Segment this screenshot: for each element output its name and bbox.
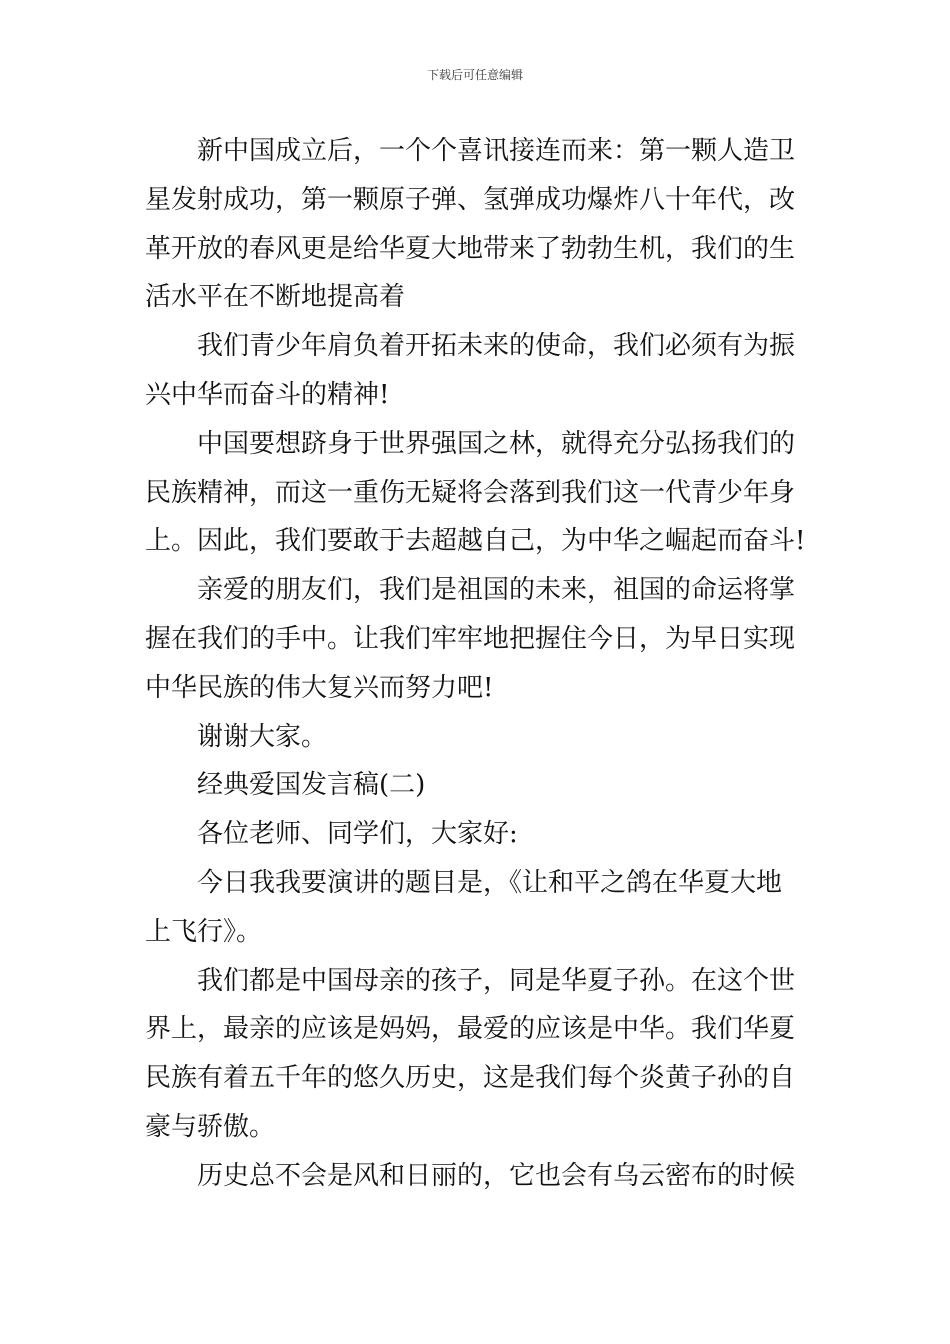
paragraph-line: 界上，最亲的应该是妈妈，最爱的应该是中华。我们华夏 [145,1014,796,1045]
paragraph-line: 中华民族的伟大复兴而努力吧! [145,672,494,703]
section-title [145,761,807,810]
paragraph-line: 民族有着五千年的悠久历史，这是我们每个炎黄子孙的自 [145,1063,796,1094]
paragraph-4 [145,566,807,712]
paragraph-10 [145,1152,807,1201]
paragraph-line: 星发射成功，第一颗原子弹、氢弹成功爆炸八十年代，改 [145,184,796,215]
document-body [145,127,807,1201]
paragraph-line: 上。因此，我们要敢于去超越自己，为中华之崛起而奋斗! [145,526,806,557]
paragraph-line: 活水平在不断地提高着 [145,282,406,313]
paragraph-5 [145,713,807,762]
paragraph-line: 经典爱国发言稿(二) [197,770,426,801]
paragraph-line: 豪与骄傲。 [145,1111,276,1142]
paragraph-line: 历史总不会是风和日丽的，它也会有乌云密布的时候 [197,1160,796,1191]
paragraph-line: 新中国成立后，一个个喜讯接连而来：第一颗人造卫 [197,136,796,166]
paragraph-line: 亲爱的朋友们，我们是祖国的未来，祖国的命运将掌 [197,575,796,606]
greeting [145,810,807,859]
paragraph-8 [145,859,807,957]
paragraph-line: 中国要想跻身于世界强国之林，就得充分弘扬我们的 [197,428,796,459]
header-note: 下载后可任意编辑 [426,68,523,82]
paragraph-2 [145,322,807,420]
paragraph-line: 今日我我要演讲的题目是，《让和平之鸽在华夏大地 [197,867,783,898]
paragraph-line: 谢谢大家。 [197,721,328,752]
paragraph-3 [145,420,807,566]
paragraph-line: 各位老师、同学们，大家好: [197,819,518,850]
paragraph-line: 上飞行》。 [145,916,263,947]
paragraph-line: 兴中华而奋斗的精神! [145,379,390,410]
paragraph-line: 革开放的春风更是给华夏大地带来了勃勃生机，我们的生 [145,233,796,264]
paragraph-line: 握在我们的手中。让我们牢牢地把握住今日，为早日实现 [145,623,796,654]
paragraph-9 [145,957,807,1152]
paragraph-line: 民族精神，而这一重伤无疑将会落到我们这一代青少年身 [145,477,796,508]
paragraph-line: 我们青少年肩负着开拓未来的使命，我们必须有为振 [197,331,796,362]
paragraph-1 [145,127,807,322]
paragraph-line: 我们都是中国母亲的孩子，同是华夏子孙。在这个世 [197,965,796,996]
